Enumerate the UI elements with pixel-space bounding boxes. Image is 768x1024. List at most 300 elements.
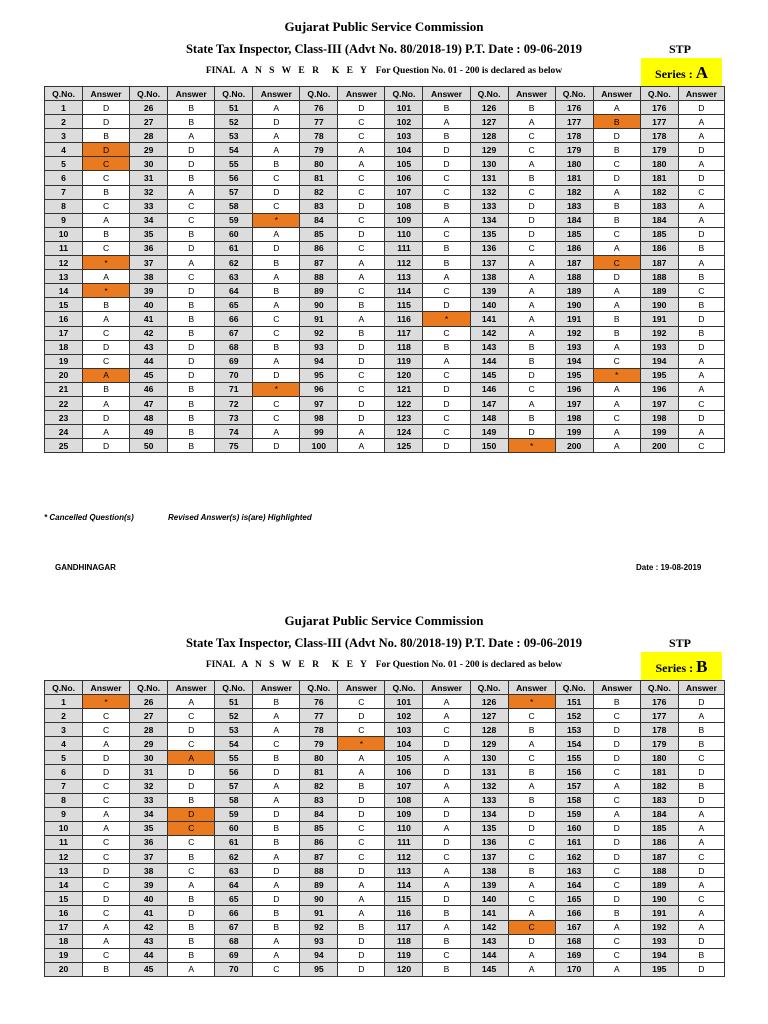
header-qno: Q.No. — [130, 87, 168, 101]
answer-cell: D — [678, 143, 724, 157]
decl-final: FINAL — [205, 660, 235, 670]
answer-cell: A — [593, 807, 640, 821]
answer-cell: A — [678, 807, 724, 821]
answer-cell: C — [423, 185, 470, 199]
question-number: 109 — [385, 213, 423, 227]
question-number: 53 — [215, 129, 253, 143]
answer-cell: C — [423, 425, 470, 439]
answer-cell: B — [508, 793, 555, 807]
question-number: 1 — [45, 695, 83, 709]
answer-cell: A — [678, 425, 724, 439]
table-row — [45, 185, 725, 199]
answer-cell: B — [253, 340, 300, 354]
header-answer: Answer — [508, 87, 555, 101]
question-number: 6 — [45, 765, 83, 779]
answer-cell: A — [678, 115, 724, 129]
answer-cell: C — [593, 256, 640, 270]
answer-cell: A — [83, 213, 130, 227]
question-number: 127 — [470, 115, 508, 129]
answer-cell: B — [508, 354, 555, 368]
answer-cell: C — [678, 751, 724, 765]
answer-cell: C — [423, 227, 470, 241]
series-label: Series : — [655, 67, 696, 81]
answer-cell: D — [338, 354, 385, 368]
answer-cell: B — [168, 115, 215, 129]
question-number: 81 — [300, 171, 338, 185]
exam-code: STP — [669, 42, 692, 56]
answer-cell: D — [83, 439, 130, 453]
answer-cell: C — [593, 709, 640, 723]
question-number: 128 — [470, 723, 508, 737]
table-row — [45, 751, 725, 765]
header-answer: Answer — [593, 87, 640, 101]
question-number: 16 — [45, 906, 83, 920]
question-number: 181 — [640, 765, 678, 779]
question-number: 43 — [130, 340, 168, 354]
question-number: 60 — [215, 227, 253, 241]
answer-cell: A — [168, 129, 215, 143]
question-number: 142 — [470, 920, 508, 934]
answer-cell: D — [253, 864, 300, 878]
answer-cell: C — [83, 354, 130, 368]
answer-cell: B — [423, 340, 470, 354]
answer-cell: C — [168, 270, 215, 284]
answer-cell: D — [168, 241, 215, 255]
question-number: 95 — [300, 962, 338, 976]
question-number: 120 — [385, 962, 423, 976]
answer-cell: D — [253, 115, 300, 129]
date: Date : 19-08-2019 — [636, 563, 702, 572]
question-number: 72 — [215, 396, 253, 410]
question-number: 31 — [130, 171, 168, 185]
table-row — [45, 354, 725, 368]
answer-cell: B — [253, 751, 300, 765]
question-number: 199 — [640, 425, 678, 439]
question-number: 144 — [470, 354, 508, 368]
question-number: 154 — [555, 737, 593, 751]
question-number: 134 — [470, 213, 508, 227]
answer-cell: A — [508, 298, 555, 312]
question-number: 195 — [640, 962, 678, 976]
question-number: 42 — [130, 920, 168, 934]
answer-cell: D — [168, 779, 215, 793]
header-qno: Q.No. — [300, 87, 338, 101]
question-number: 18 — [45, 340, 83, 354]
question-number: 127 — [470, 709, 508, 723]
question-number: 26 — [130, 695, 168, 709]
answer-cell: D — [338, 199, 385, 213]
answer-cell: B — [168, 298, 215, 312]
answer-cell: D — [593, 270, 640, 284]
question-number: 129 — [470, 143, 508, 157]
answer-cell: D — [508, 934, 555, 948]
question-number: 159 — [555, 807, 593, 821]
answer-cell: D — [678, 864, 724, 878]
question-number: 78 — [300, 723, 338, 737]
question-number: 34 — [130, 807, 168, 821]
question-number: 189 — [640, 284, 678, 298]
question-number: 151 — [555, 695, 593, 709]
question-number: 176 — [555, 101, 593, 115]
question-number: 103 — [385, 723, 423, 737]
answer-cell: B — [678, 737, 724, 751]
table-row — [45, 765, 725, 779]
question-number: 79 — [300, 737, 338, 751]
question-number: 10 — [45, 227, 83, 241]
answer-cell: B — [168, 948, 215, 962]
answer-cell: C — [678, 185, 724, 199]
table-row — [45, 906, 725, 920]
header-answer: Answer — [678, 681, 724, 695]
question-number: 29 — [130, 143, 168, 157]
exam-code: STP — [669, 636, 692, 650]
question-number: 120 — [385, 368, 423, 382]
answer-cell: D — [593, 835, 640, 849]
question-number: 155 — [555, 751, 593, 765]
answer-cell: C — [508, 185, 555, 199]
answer-cell: A — [423, 709, 470, 723]
answer-cell: B — [168, 396, 215, 410]
question-number: 59 — [215, 807, 253, 821]
answer-cell: * — [83, 256, 130, 270]
question-number: 193 — [640, 934, 678, 948]
table-row — [45, 157, 725, 171]
question-number: 135 — [470, 821, 508, 835]
answer-cell: * — [83, 695, 130, 709]
question-number: 149 — [470, 425, 508, 439]
answer-cell: C — [83, 171, 130, 185]
answer-cell: C — [423, 171, 470, 185]
question-number: 182 — [640, 779, 678, 793]
answer-cell: C — [338, 821, 385, 835]
question-number: 134 — [470, 807, 508, 821]
answer-cell: C — [593, 934, 640, 948]
table-row — [45, 241, 725, 255]
question-number: 185 — [640, 227, 678, 241]
question-number: 194 — [640, 354, 678, 368]
question-number: 182 — [555, 185, 593, 199]
answer-cell: A — [83, 270, 130, 284]
answer-cell: A — [593, 382, 640, 396]
question-number: 63 — [215, 864, 253, 878]
table-row — [45, 878, 725, 892]
question-number: 114 — [385, 284, 423, 298]
question-number: 84 — [300, 213, 338, 227]
answer-cell: D — [168, 723, 215, 737]
answer-cell: D — [168, 354, 215, 368]
question-number: 186 — [640, 241, 678, 255]
question-number: 10 — [45, 821, 83, 835]
answer-cell: C — [508, 892, 555, 906]
header-qno: Q.No. — [45, 681, 83, 695]
answer-cell: * — [508, 439, 555, 453]
question-number: 7 — [45, 779, 83, 793]
answer-cell: A — [508, 256, 555, 270]
answer-cell: A — [593, 920, 640, 934]
answer-cell: D — [338, 411, 385, 425]
table-row — [45, 256, 725, 270]
question-number: 49 — [130, 425, 168, 439]
answer-cell: A — [678, 920, 724, 934]
question-number: 11 — [45, 835, 83, 849]
answer-cell: D — [83, 892, 130, 906]
answer-cell: A — [678, 157, 724, 171]
question-number: 108 — [385, 793, 423, 807]
question-number: 188 — [640, 270, 678, 284]
question-number: 61 — [215, 241, 253, 255]
question-number: 9 — [45, 807, 83, 821]
answer-cell: A — [423, 751, 470, 765]
answer-cell: C — [338, 129, 385, 143]
question-number: 191 — [640, 312, 678, 326]
question-number: 139 — [470, 284, 508, 298]
table-row — [45, 326, 725, 340]
question-number: 69 — [215, 354, 253, 368]
answer-cell: B — [338, 326, 385, 340]
answer-cell: C — [83, 850, 130, 864]
question-number: 46 — [130, 382, 168, 396]
answer-cell: C — [423, 368, 470, 382]
answer-cell: A — [423, 115, 470, 129]
answer-cell: A — [338, 157, 385, 171]
answer-cell: A — [253, 101, 300, 115]
question-number: 189 — [555, 284, 593, 298]
question-number: 68 — [215, 340, 253, 354]
answer-cell: C — [508, 751, 555, 765]
answer-cell: D — [338, 101, 385, 115]
question-number: 187 — [555, 256, 593, 270]
question-number: 44 — [130, 354, 168, 368]
question-number: 106 — [385, 171, 423, 185]
question-number: 55 — [215, 751, 253, 765]
answer-cell: A — [168, 751, 215, 765]
question-number: 191 — [555, 312, 593, 326]
answer-cell: A — [338, 270, 385, 284]
answer-cell: A — [338, 765, 385, 779]
answer-cell: A — [423, 695, 470, 709]
answer-cell: D — [83, 115, 130, 129]
question-number: 90 — [300, 298, 338, 312]
question-number: 44 — [130, 948, 168, 962]
question-number: 58 — [215, 793, 253, 807]
answer-cell: A — [168, 256, 215, 270]
question-number: 13 — [45, 864, 83, 878]
question-number: 124 — [385, 425, 423, 439]
question-number: 107 — [385, 185, 423, 199]
question-number: 102 — [385, 115, 423, 129]
question-number: 90 — [300, 892, 338, 906]
answer-cell: D — [83, 101, 130, 115]
decl-answer: A N S W E R — [241, 66, 322, 76]
question-number: 116 — [385, 906, 423, 920]
question-number: 68 — [215, 934, 253, 948]
question-number: 40 — [130, 892, 168, 906]
answer-cell: D — [253, 892, 300, 906]
answer-cell: A — [253, 354, 300, 368]
question-number: 53 — [215, 723, 253, 737]
question-number: 12 — [45, 850, 83, 864]
question-number: 19 — [45, 354, 83, 368]
question-number: 141 — [470, 312, 508, 326]
question-number: 42 — [130, 326, 168, 340]
answer-cell: C — [338, 368, 385, 382]
question-number: 144 — [470, 948, 508, 962]
question-number: 17 — [45, 920, 83, 934]
answer-cell: D — [678, 934, 724, 948]
answer-cell: C — [508, 920, 555, 934]
question-number: 186 — [555, 241, 593, 255]
question-number: 183 — [555, 199, 593, 213]
question-number: 31 — [130, 765, 168, 779]
header-qno: Q.No. — [385, 87, 423, 101]
header-answer: Answer — [678, 87, 724, 101]
answer-cell: B — [83, 962, 130, 976]
question-number: 130 — [470, 157, 508, 171]
table-row — [45, 396, 725, 410]
question-number: 137 — [470, 850, 508, 864]
question-number: 1 — [45, 101, 83, 115]
decl-key: K E Y — [331, 66, 370, 76]
answer-cell: D — [168, 807, 215, 821]
question-number: 132 — [470, 779, 508, 793]
answer-cell: D — [168, 906, 215, 920]
answer-cell: B — [423, 256, 470, 270]
question-number: 140 — [470, 298, 508, 312]
question-number: 52 — [215, 709, 253, 723]
answer-cell: A — [423, 779, 470, 793]
answer-cell: A — [508, 157, 555, 171]
answer-cell: B — [253, 695, 300, 709]
question-number: 82 — [300, 185, 338, 199]
answer-cell: D — [508, 821, 555, 835]
answer-cell: A — [678, 256, 724, 270]
question-number: 128 — [470, 129, 508, 143]
question-number: 185 — [555, 227, 593, 241]
header-answer: Answer — [253, 681, 300, 695]
question-number: 193 — [640, 340, 678, 354]
question-number: 93 — [300, 340, 338, 354]
question-number: 97 — [300, 396, 338, 410]
question-number: 185 — [640, 821, 678, 835]
question-number: 96 — [300, 382, 338, 396]
answer-cell: C — [168, 835, 215, 849]
question-number: 30 — [130, 157, 168, 171]
header-answer: Answer — [253, 87, 300, 101]
question-number: 138 — [470, 864, 508, 878]
answer-cell: C — [83, 241, 130, 255]
answer-cell: A — [83, 396, 130, 410]
answer-cell: A — [253, 129, 300, 143]
answer-cell: B — [253, 157, 300, 171]
answer-cell: * — [508, 695, 555, 709]
question-number: 165 — [555, 892, 593, 906]
question-number: 135 — [470, 227, 508, 241]
table-row — [45, 892, 725, 906]
question-number: 197 — [555, 396, 593, 410]
question-number: 57 — [215, 185, 253, 199]
question-number: 41 — [130, 312, 168, 326]
question-number: 14 — [45, 284, 83, 298]
answer-cell: A — [508, 962, 555, 976]
answer-cell: A — [168, 878, 215, 892]
question-number: 103 — [385, 129, 423, 143]
answer-cell: A — [253, 227, 300, 241]
answer-cell: A — [338, 892, 385, 906]
answer-cell: A — [83, 368, 130, 382]
header-qno: Q.No. — [45, 87, 83, 101]
answer-cell: D — [678, 793, 724, 807]
question-number: 117 — [385, 920, 423, 934]
question-number: 61 — [215, 835, 253, 849]
table-row — [45, 298, 725, 312]
answer-cell: A — [508, 312, 555, 326]
answer-cell: A — [168, 962, 215, 976]
answer-cell: A — [508, 878, 555, 892]
answer-cell: C — [593, 227, 640, 241]
header-answer: Answer — [168, 87, 215, 101]
answer-cell: C — [253, 737, 300, 751]
question-number: 64 — [215, 284, 253, 298]
answer-cell: D — [253, 439, 300, 453]
question-number: 157 — [555, 779, 593, 793]
answer-cell: C — [83, 878, 130, 892]
question-number: 9 — [45, 213, 83, 227]
question-number: 88 — [300, 270, 338, 284]
answer-cell: A — [423, 878, 470, 892]
answer-cell: D — [678, 695, 724, 709]
question-number: 83 — [300, 199, 338, 213]
answer-cell: D — [423, 807, 470, 821]
header-answer: Answer — [338, 87, 385, 101]
note-revised: Revised Answer(s) is(are) Highlighted — [168, 513, 312, 522]
question-number: 91 — [300, 906, 338, 920]
answer-cell: B — [423, 101, 470, 115]
answer-cell: C — [168, 199, 215, 213]
answer-cell: A — [678, 709, 724, 723]
question-number: 133 — [470, 199, 508, 213]
question-number: 59 — [215, 213, 253, 227]
question-number: 74 — [215, 425, 253, 439]
question-number: 86 — [300, 241, 338, 255]
question-number: 36 — [130, 241, 168, 255]
answer-cell: C — [253, 396, 300, 410]
table-row — [45, 129, 725, 143]
answer-cell: C — [253, 199, 300, 213]
answer-cell: A — [83, 807, 130, 821]
answer-cell: B — [508, 864, 555, 878]
header-qno: Q.No. — [555, 87, 593, 101]
question-number: 51 — [215, 695, 253, 709]
answer-cell: A — [423, 354, 470, 368]
question-number: 199 — [555, 425, 593, 439]
question-number: 14 — [45, 878, 83, 892]
question-number: 32 — [130, 779, 168, 793]
answer-cell: C — [423, 411, 470, 425]
question-number: 112 — [385, 256, 423, 270]
question-number: 62 — [215, 850, 253, 864]
question-number: 112 — [385, 850, 423, 864]
question-number: 71 — [215, 382, 253, 396]
question-number: 7 — [45, 185, 83, 199]
answer-cell: A — [593, 962, 640, 976]
answer-cell: * — [83, 284, 130, 298]
answer-cell: B — [678, 948, 724, 962]
question-number: 65 — [215, 892, 253, 906]
question-number: 139 — [470, 878, 508, 892]
question-number: 177 — [555, 115, 593, 129]
answer-cell: B — [253, 920, 300, 934]
question-number: 189 — [640, 878, 678, 892]
